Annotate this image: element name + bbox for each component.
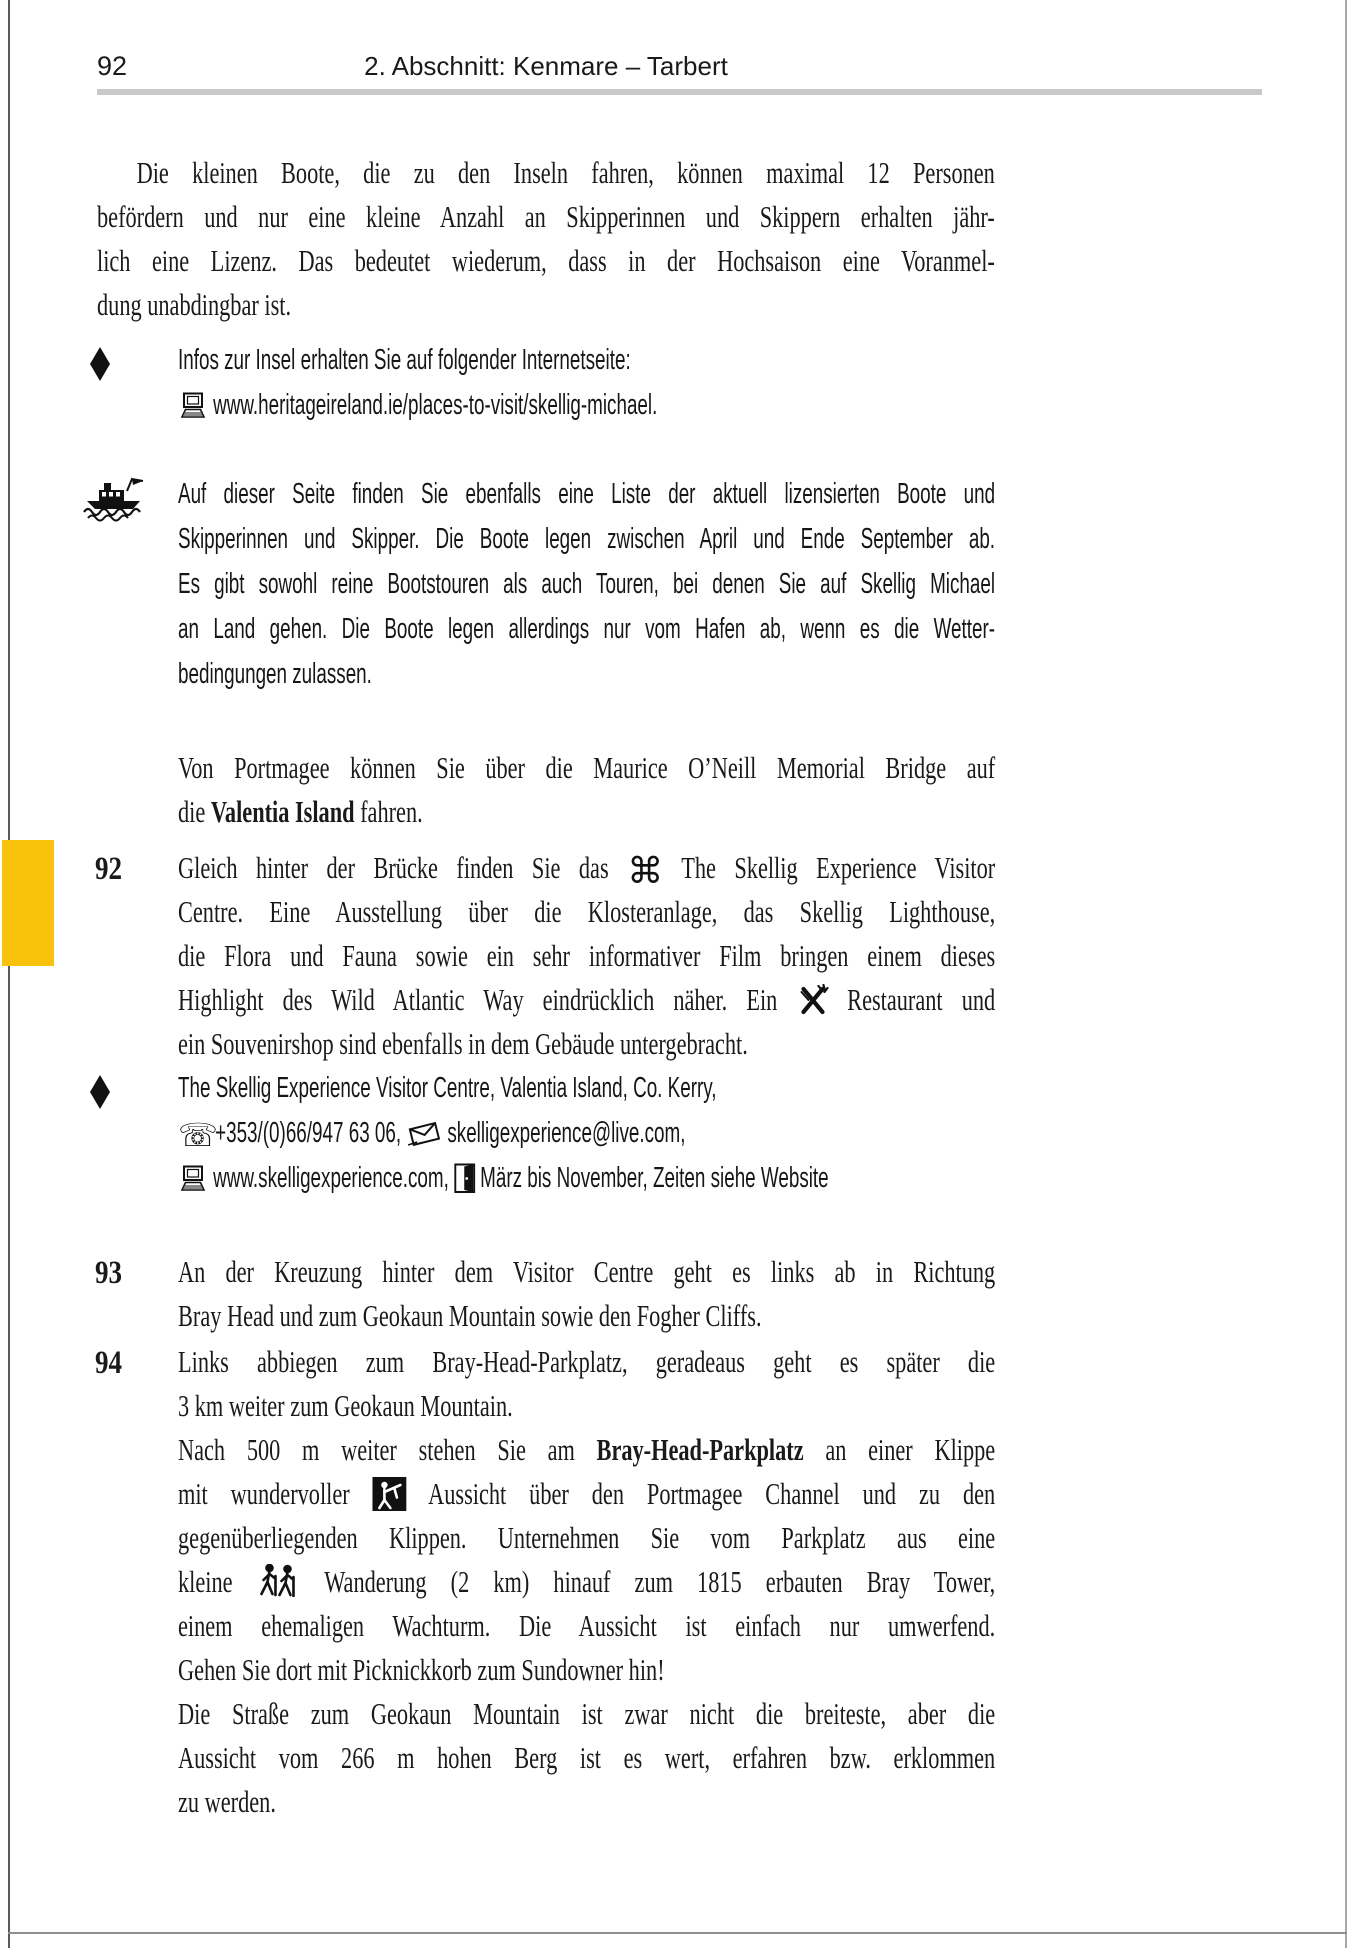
website-icon [178, 1161, 208, 1188]
email-icon [406, 1116, 442, 1144]
text-line: dung unabdingbar ist. [97, 287, 292, 322]
hiking-icon [257, 1564, 301, 1597]
restaurant-icon [796, 984, 828, 1016]
text-line: Von Portmagee können Sie über die Maurice O’Neill Memorial Bridge auf [178, 750, 996, 785]
text-line: Nach 500 m weiter stehen Sie am Bray-Head-Parkplatz an einer Klippe [178, 1432, 996, 1467]
page-edge-left [8, 0, 10, 1948]
text-line: gegenüberliegenden Klippen. Unternehmen Sie vom Parkplatz aus eine [178, 1520, 996, 1555]
text-line: An der Kreuzung hinter dem Visitor Centre geht es links ab in Richtung [178, 1254, 996, 1289]
text-line: zu werden. [178, 1784, 276, 1819]
paragraph-route-92 [178, 846, 995, 1066]
paragraph-route-94 [178, 1340, 995, 1824]
text-line: www.skelligexperience.com, März bis November, Zeiten siehe Website [178, 1156, 995, 1201]
text-line: Bray Head und zum Geokaun Mountain sowie den Fogher Cliffs. [178, 1298, 762, 1333]
text-line: ein Souvenirshop sind ebenfalls in dem Gebäude untergebracht. [178, 1026, 748, 1061]
tip-website-info [178, 338, 995, 428]
text-line: Highlight des Wild Atlantic Way eindrücklich näher. Ein Restaurant und [178, 982, 996, 1017]
diamond-bullet-icon [90, 1075, 110, 1114]
text-line: Infos zur Insel erhalten Sie auf folgender Internetseite: [178, 344, 631, 376]
opening-times-icon [454, 1163, 475, 1194]
website-icon [178, 388, 208, 415]
text-line: Auf dieser Seite finden Sie ebenfalls eine Liste der aktuell lizensierten Boote und [178, 478, 996, 510]
text-line: 3 km weiter zum Geokaun Mountain. [178, 1388, 513, 1423]
text-line: mit wundervoller Aussicht über den Portmagee Channel und zu den [178, 1476, 996, 1511]
route-number-94: 94 [95, 1345, 123, 1381]
diamond-bullet-icon [90, 347, 110, 386]
text-line: Skipperinnen und Skipper. Die Boote legen zwischen April und Ende September ab. [178, 523, 996, 555]
text-line: einem ehemaligen Wachturm. Die Aussicht ist einfach nur umwerfend. [178, 1608, 996, 1643]
text-line: Es gibt sowohl reine Bootstouren als auch Touren, bei denen Sie auf Skellig Michael [178, 568, 996, 600]
text-line: Die Straße zum Geokaun Mountain ist zwar nicht die breiteste, aber die [178, 1696, 996, 1731]
paragraph-route-93 [178, 1250, 995, 1338]
tip-contact-info [178, 1066, 995, 1201]
page-edge-right [1345, 0, 1347, 1948]
text-line: lich eine Lizenz. Das bedeutet wiederum, dass in der Hochsaison eine Voranmel- [97, 243, 995, 278]
route-number-93: 93 [95, 1255, 123, 1291]
text-line: Die kleinen Boote, die zu den Inseln fahren, können maximal 12 Personen [136, 155, 995, 190]
boat-excursion-icon [82, 476, 146, 527]
text-line: Gehen Sie dort mit Picknickkorb zum Sundowner hin! [178, 1652, 665, 1687]
viewpoint-icon [373, 1477, 407, 1511]
text-line: ☏ +353/(0)66/947 63 06, skelligexperience@live.com, [178, 1116, 686, 1154]
page-number: 92 [97, 51, 128, 81]
text-line: Gleich hinter der Brücke finden Sie das ⌘ The Skellig Experience Visitor [178, 850, 996, 892]
text-line: Links abbiegen zum Bray-Head-Parkplatz, geradeaus geht es später die [178, 1344, 996, 1379]
text-line: The Skellig Experience Visitor Centre, Valentia Island, Co. Kerry, [178, 1072, 717, 1104]
text-line: Aussicht vom 266 m hohen Berg ist es wert, erfahren bzw. erklommen [178, 1740, 996, 1775]
route-number-92: 92 [95, 851, 123, 887]
tip-boat-tours [178, 472, 995, 697]
chapter-title: 2. Abschnitt: Kenmare – Tarbert [364, 51, 728, 81]
text-line: die Valentia Island fahren. [178, 794, 423, 829]
page-edge-bottom [8, 1932, 1347, 1934]
telephone-icon: ☏ [178, 1116, 219, 1154]
paragraph-intro [97, 151, 995, 327]
text-line: befördern und nur eine kleine Anzahl an Skipperinnen und Skippern erhalten jähr- [97, 199, 995, 234]
text-line: die Flora und Fauna sowie ein sehr informativer Film bringen einem dieses [178, 938, 996, 973]
text-line: kleine Wanderung (2 km) hinauf zum 1815 erbauten Bray Tower, [178, 1564, 996, 1599]
margin-accent-bar [2, 840, 54, 966]
header-rule [97, 89, 1262, 95]
text-line: Centre. Eine Ausstellung über die Klosteranlage, das Skellig Lighthouse, [178, 894, 996, 929]
text-line: www.heritageireland.ie/places-to-visit/skellig-michael. [178, 383, 995, 428]
paragraph-portmagee [178, 746, 995, 834]
text-line: bedingungen zulassen. [178, 658, 372, 690]
text-line: an Land gehen. Die Boote legen allerdings nur vom Hafen ab, wenn es die Wetter- [178, 613, 996, 645]
place-of-interest-icon: ⌘ [627, 851, 664, 892]
